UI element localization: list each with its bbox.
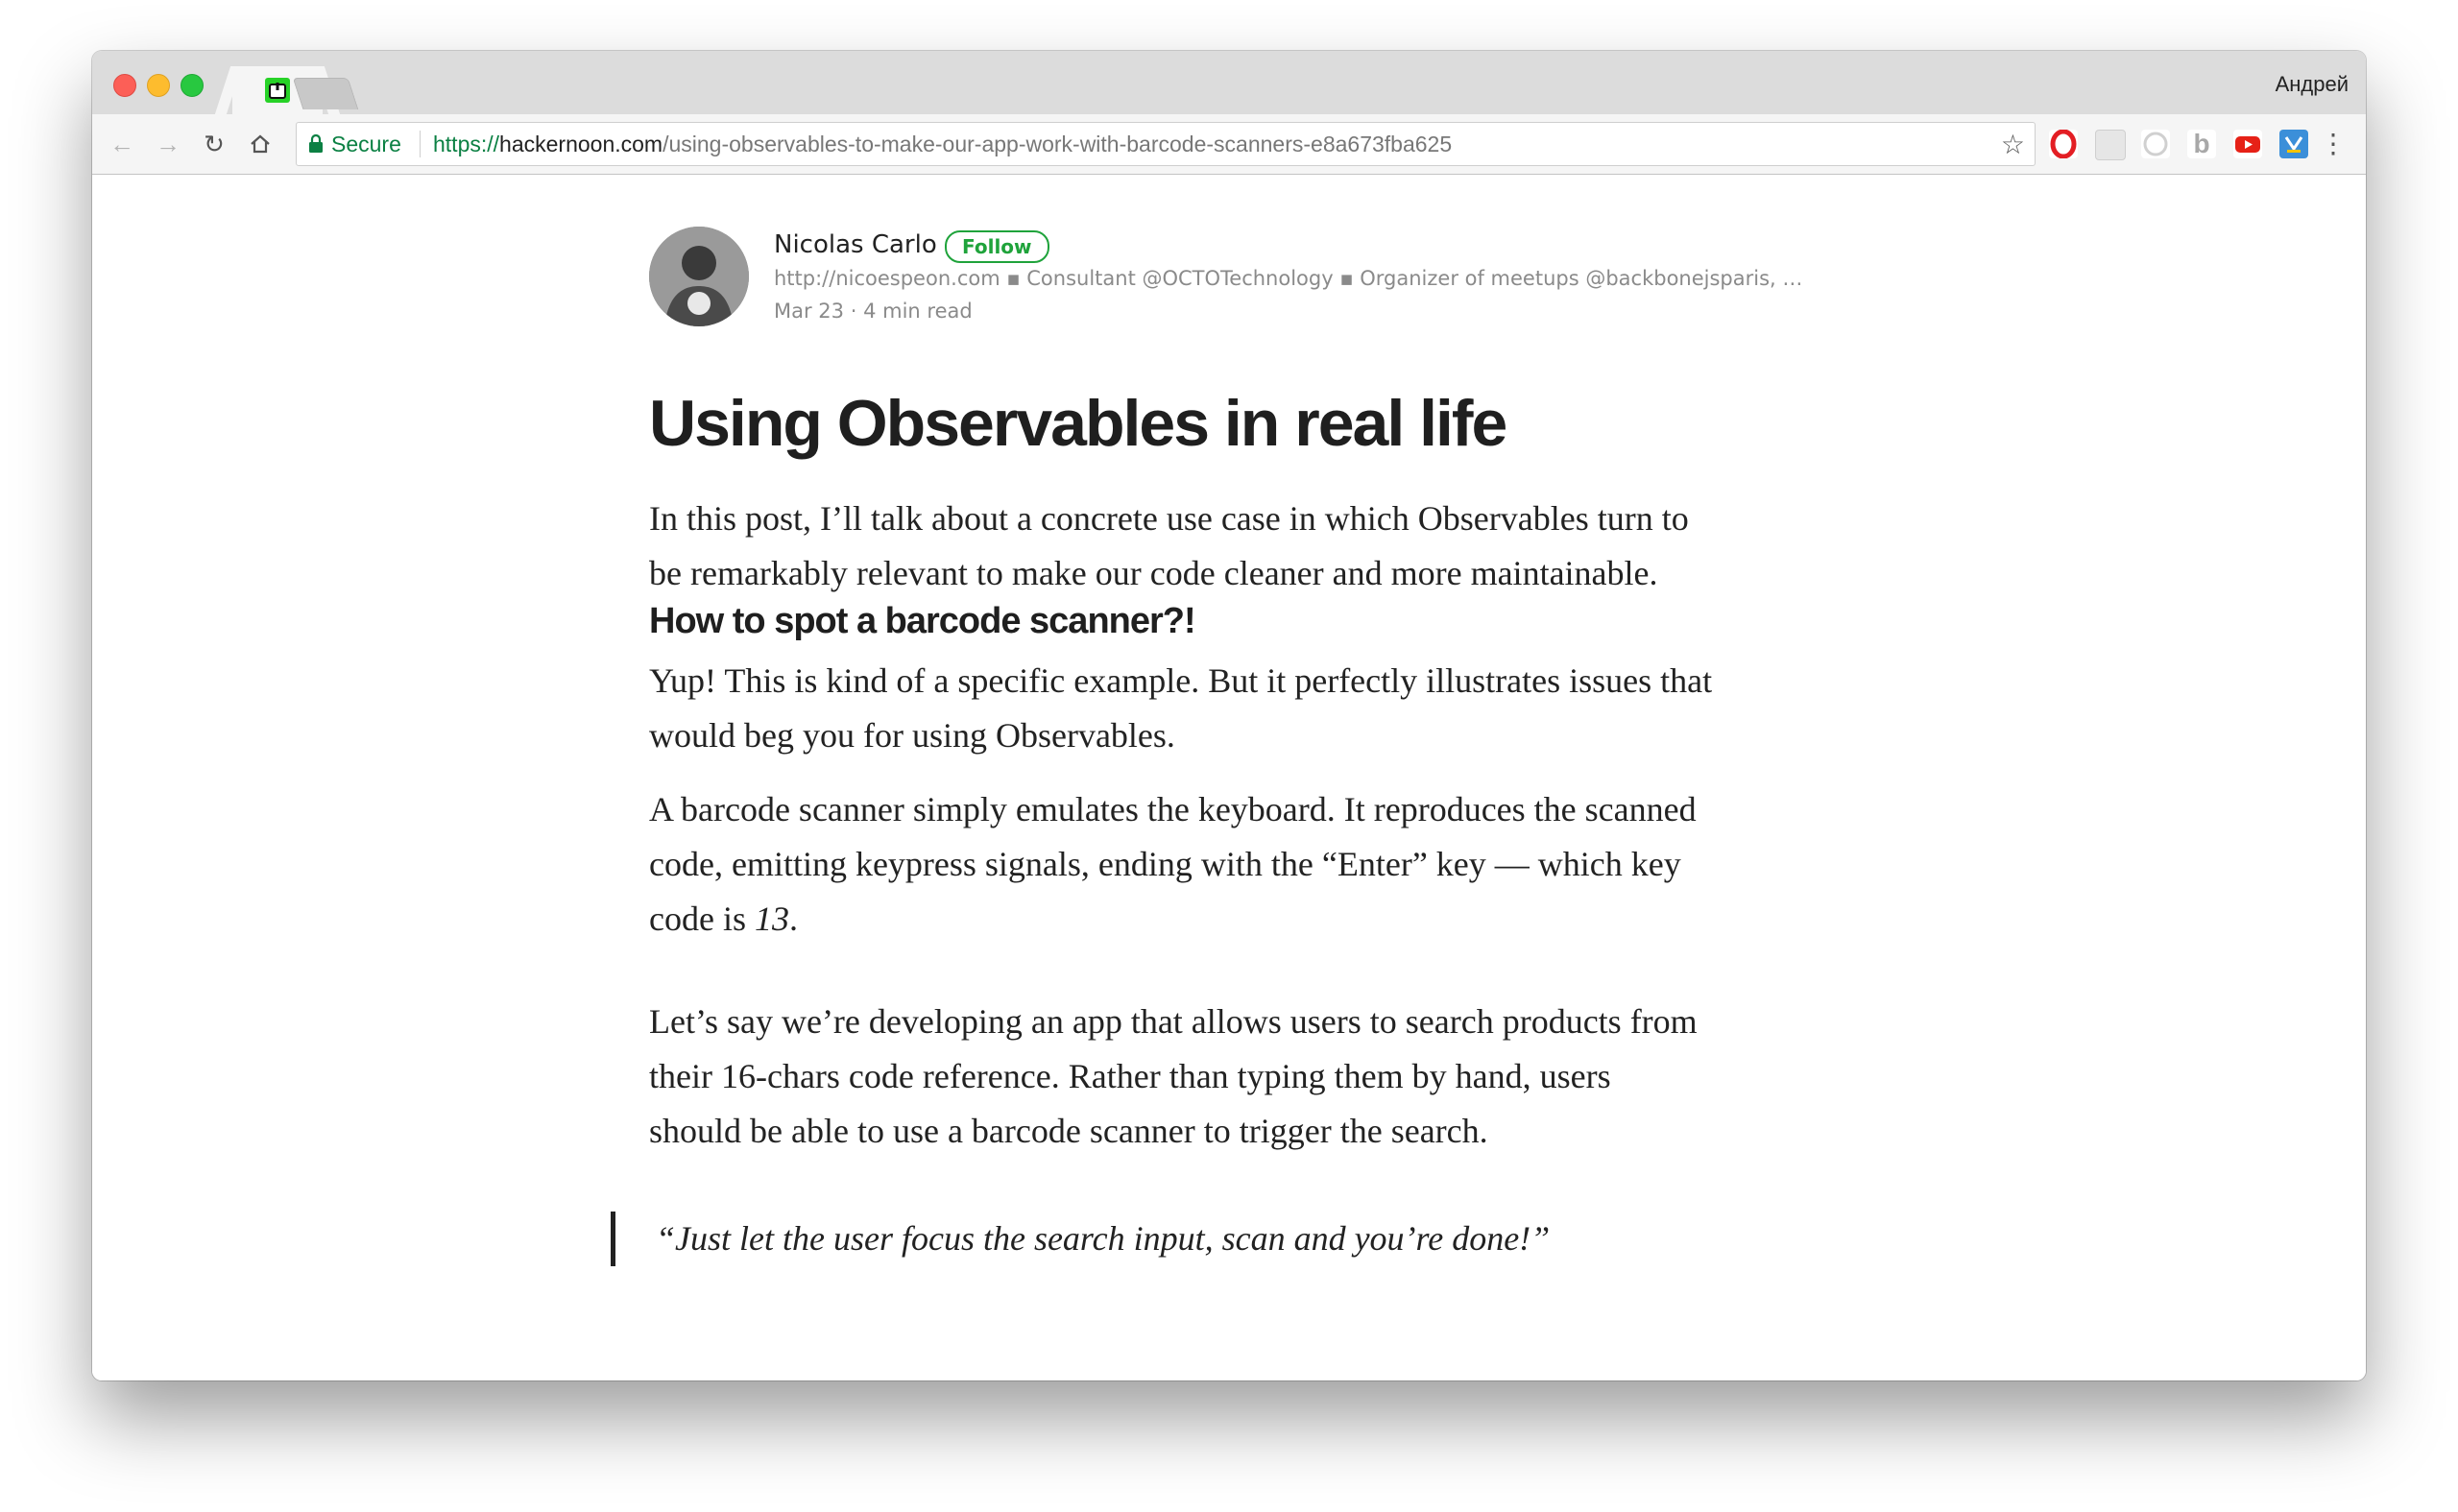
opera-icon[interactable] xyxy=(2049,130,2078,158)
reload-button[interactable] xyxy=(198,128,230,160)
page-content xyxy=(92,175,2366,1380)
intro-line-2: be remarkably relevant to make our code cleaner and more maintainable. xyxy=(649,554,1658,592)
pull-quote: “Just let the user focus the search input, scan and you’re done!” xyxy=(611,1212,1550,1266)
chrome-menu-button[interactable] xyxy=(2320,128,2347,160)
intro-line-1: In this post, I’ll talk about a concrete use case in which Observables turn to xyxy=(649,499,1689,538)
p2-line-3-post: . xyxy=(788,900,798,938)
p2-line-1: A barcode scanner simply emulates the keyboard. It reproduces the scanned xyxy=(649,790,1697,828)
p2-line-2: code, emitting keypress signals, ending with the “Enter” key — which key xyxy=(649,845,1681,883)
forward-button[interactable] xyxy=(152,128,184,160)
key-code-value: 13 xyxy=(754,900,789,938)
arrow-left-icon: ← xyxy=(109,129,134,158)
profile-button[interactable]: Андрей xyxy=(2275,72,2349,96)
power-icon xyxy=(265,78,290,103)
arrow-right-icon: → xyxy=(156,129,181,158)
url-host: hackernoon.com xyxy=(499,132,663,156)
article-title: Using Observables in real life xyxy=(649,387,1506,460)
author-name[interactable]: Nicolas Carlo xyxy=(774,230,937,259)
p2-line-3-pre: code is xyxy=(649,900,755,938)
author-bio: http://nicoespeon.com ▪ Consultant @OCTOTechnology ▪ Organizer of meetups @backbonejsparis, … xyxy=(774,267,1803,290)
section-heading: How to spot a barcode scanner?! xyxy=(649,601,1195,641)
address-bar[interactable] xyxy=(296,122,2036,166)
url-text[interactable] xyxy=(433,123,1452,165)
omnibox-divider xyxy=(420,131,421,157)
more-vertical-icon: ⋮ xyxy=(2320,129,2347,158)
lock-icon xyxy=(308,134,324,154)
youtube-icon[interactable] xyxy=(2233,130,2262,158)
back-button[interactable] xyxy=(106,128,138,160)
paragraph-2 xyxy=(649,782,1801,947)
paragraph-1 xyxy=(649,654,1801,763)
close-window-button[interactable] xyxy=(113,74,136,97)
follow-button[interactable]: Follow xyxy=(945,230,1049,263)
url-scheme: https:// xyxy=(433,132,500,156)
minimize-window-button[interactable] xyxy=(147,74,170,97)
read-time: 4 min read xyxy=(863,300,973,323)
translate-icon[interactable] xyxy=(2279,130,2308,158)
reload-icon: ↻ xyxy=(204,129,225,158)
p3-line-2: their 16-chars code reference. Rather than typing them by hand, users xyxy=(649,1057,1611,1095)
browser-toolbar xyxy=(92,114,2366,175)
zoom-window-button[interactable] xyxy=(181,74,204,97)
secure-label: Secure xyxy=(331,131,401,156)
browser-window xyxy=(92,51,2366,1380)
secure-indicator[interactable] xyxy=(308,123,401,165)
frame-icon[interactable] xyxy=(2095,130,2126,160)
p3-line-1: Let’s say we’re developing an app that allows users to search products from xyxy=(649,1002,1698,1041)
author-avatar[interactable] xyxy=(649,227,749,326)
home-icon xyxy=(249,132,272,156)
p1-line-1: Yup! This is kind of a specific example. But it perfectly illustrates issues that xyxy=(649,661,1713,700)
p3-line-3: should be able to use a barcode scanner to trigger the search. xyxy=(649,1112,1488,1150)
tab-strip xyxy=(92,51,2366,114)
clock-icon[interactable] xyxy=(2141,130,2170,158)
paragraph-3 xyxy=(649,995,1801,1159)
intro-paragraph xyxy=(649,492,1801,601)
bookmark-star-icon[interactable]: ☆ xyxy=(2000,130,2025,159)
new-tab-button[interactable] xyxy=(293,78,359,109)
b-icon[interactable]: b xyxy=(2187,130,2216,158)
post-date: Mar 23 xyxy=(774,300,845,323)
meta-separator: · xyxy=(850,300,857,323)
p1-line-2: would beg you for using Observables. xyxy=(649,716,1175,755)
url-path: /using-observables-to-make-our-app-work-with-barcode-scanners-e8a673fba625 xyxy=(663,132,1453,156)
post-meta xyxy=(774,300,973,323)
home-button[interactable] xyxy=(244,128,277,160)
